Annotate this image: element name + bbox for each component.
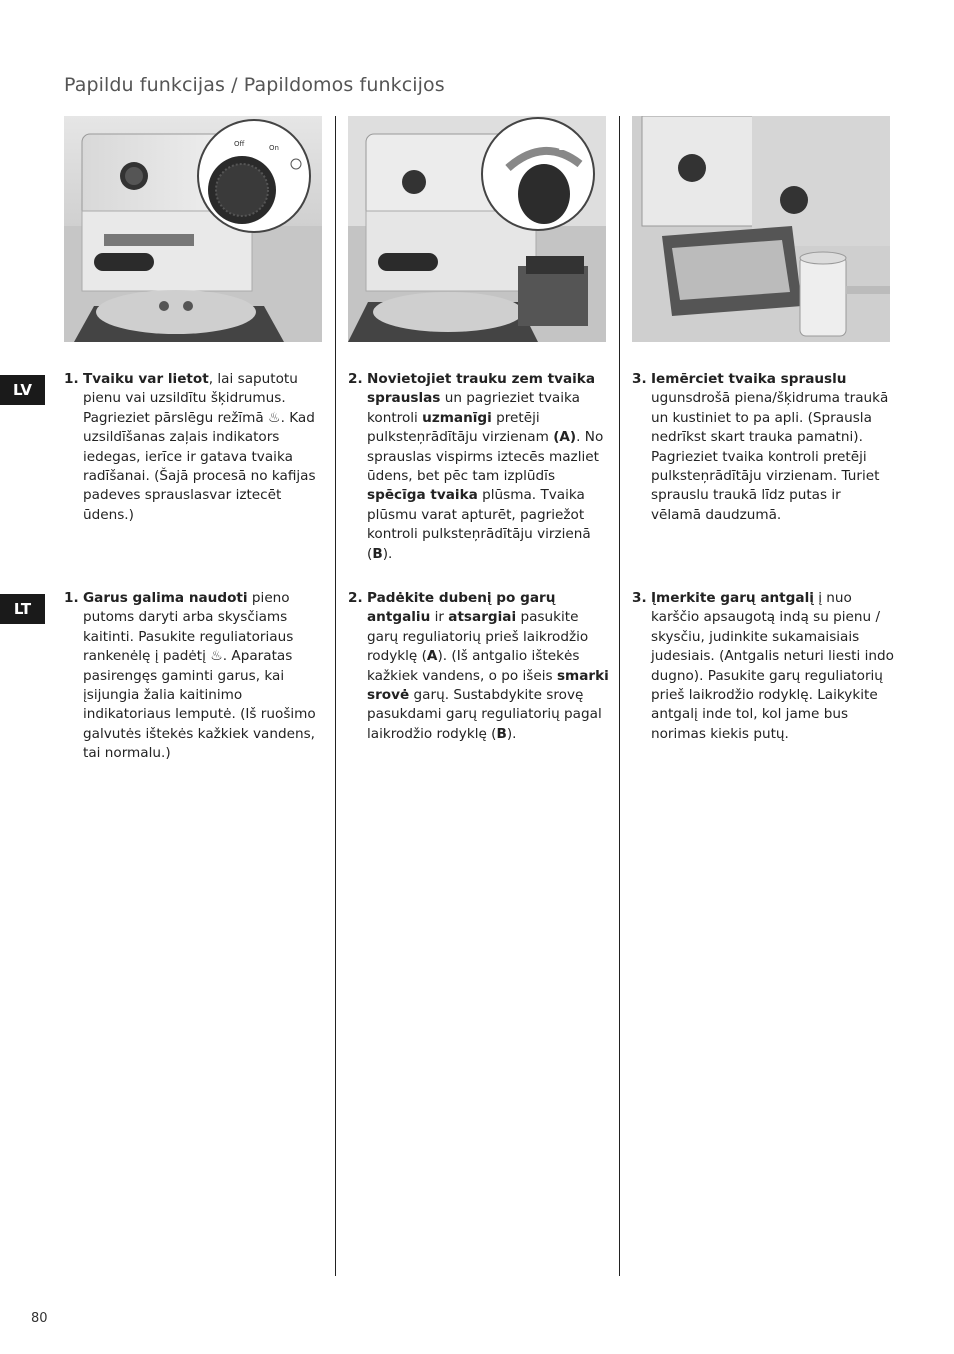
steam-icon: ♨	[210, 648, 223, 665]
step-text: ). (Iš antgalio ištekės kažkiek vandens, o po išeis	[367, 648, 580, 684]
step-lead: Garus galima naudoti	[83, 590, 248, 606]
lv-step-2	[348, 370, 610, 564]
step-number: 3.	[632, 371, 647, 387]
illustration-steam-knob	[348, 116, 606, 342]
step-number: 1.	[64, 371, 79, 387]
step-emphasis: A	[426, 648, 438, 665]
step-text: . No sprauslas vispirms iztecēs mazliet ūdens, bet pēc tam izplūdīs	[367, 429, 604, 485]
label-b: B	[558, 138, 569, 154]
step-lead: Novietojiet trauku zem tvaika sprauslas	[367, 371, 596, 407]
illustration-steam-dial	[64, 116, 322, 342]
step-emphasis: uzmanīgi	[422, 409, 492, 426]
page-title: Papildu funkcijas / Papildomos funkcijos	[64, 74, 445, 96]
step-text: . Aparatas pasirengęs gaminti garus, kai įsijungia žalia kaitinimo indikatoriaus lemputė. (Iš ruošimo galvutės ištekės kažkiek vandens, tai normalu.)	[83, 648, 316, 762]
page-number: 80	[31, 1311, 48, 1326]
step-text: ugunsdrošā piena/šķidruma traukā un kustiniet to pa apli. (Sprausla nedrīkst skart trauka pamatni). Pagrieziet tvaika kontroli pretēji pulksteņrādītāju virzienam. Turiet sprauslu traukā līdz putas ir vēlamā daudzumā.	[651, 390, 889, 523]
step-lead: Padėkite dubenį po garų antgaliu	[367, 590, 556, 626]
step-number: 3.	[632, 590, 647, 606]
lt-step-2	[348, 589, 610, 744]
step-number: 2.	[348, 371, 363, 387]
step-text: pieno putoms daryti arba skysčiams kaitinti. Pasukite reguliatoriaus rankenėlę į padėtį	[83, 590, 294, 665]
step-text: pasukite garų reguliatorių prieš laikrodžio rodyklę (	[367, 609, 589, 665]
lt-step-1	[64, 589, 326, 764]
dial-label-on: On	[269, 144, 279, 152]
step-text: ir	[430, 609, 449, 626]
steam-icon: ♨	[268, 409, 281, 426]
step-lead: Įmerkite garų antgalį	[651, 590, 814, 606]
step-emphasis: B	[496, 725, 507, 742]
step-text: į nuo karščio apsaugotą indą su pienu / skysčiu, judinkite sukamaisiais judesiais. (Antgalis neturi liesti indo dugno). Pasukite garų reguliatorių prieš laikrodžio rodyklę. Laikykite antgalį inde tol, kol jame bus norimas kiekis putų.	[651, 590, 894, 742]
label-a: A	[493, 166, 504, 182]
step-text: , lai saputotu pienu vai uzsildītu šķidrumus. Pagrieziet pārslēgu režīmā	[83, 371, 298, 426]
step-lead: Tvaiku var lietot	[83, 371, 209, 387]
step-text: plūsma. Tvaika plūsmu varat apturēt, pagriežot kontroli pulksteņrādītāju virzienā (	[367, 487, 591, 562]
step-emphasis: smarki srovė	[367, 667, 609, 704]
step-text: ).	[506, 725, 517, 742]
lang-tab-lt: LT	[0, 594, 45, 624]
lang-tab-lv: LV	[0, 375, 45, 405]
step-text: pretēji pulksteņrādītāju virzienam	[367, 409, 554, 446]
step-emphasis: B	[372, 545, 383, 562]
lt-step-3	[632, 589, 894, 744]
step-emphasis: spēcīga tvaika	[367, 487, 478, 504]
step-emphasis: atsargiai	[448, 609, 517, 626]
lv-step-3	[632, 370, 894, 525]
step-number: 1.	[64, 590, 79, 606]
dial-label-off: Off	[234, 140, 245, 148]
step-text: ).	[382, 545, 393, 562]
step-text: garų. Sustabdykite srovę pasukdami garų reguliatorių pagal laikrodžio rodyklę (	[367, 687, 602, 742]
step-emphasis: (A)	[553, 429, 577, 446]
lv-step-1	[64, 370, 326, 525]
step-number: 2.	[348, 590, 363, 606]
step-text: un pagrieziet tvaika kontroli	[367, 390, 580, 426]
step-text: . Kad uzsildīšanas zaļais indikators iedegas, ierīce ir gatava tvaika radīšanai. (Šajā procesā no kafijas padeves sprauslasvar iztecēt ūdens.)	[83, 409, 316, 523]
step-lead: Iemērciet tvaika sprauslu	[651, 371, 847, 387]
column-divider	[619, 116, 620, 1276]
column-divider	[335, 116, 336, 1276]
illustration-frothing-jug	[632, 116, 890, 342]
